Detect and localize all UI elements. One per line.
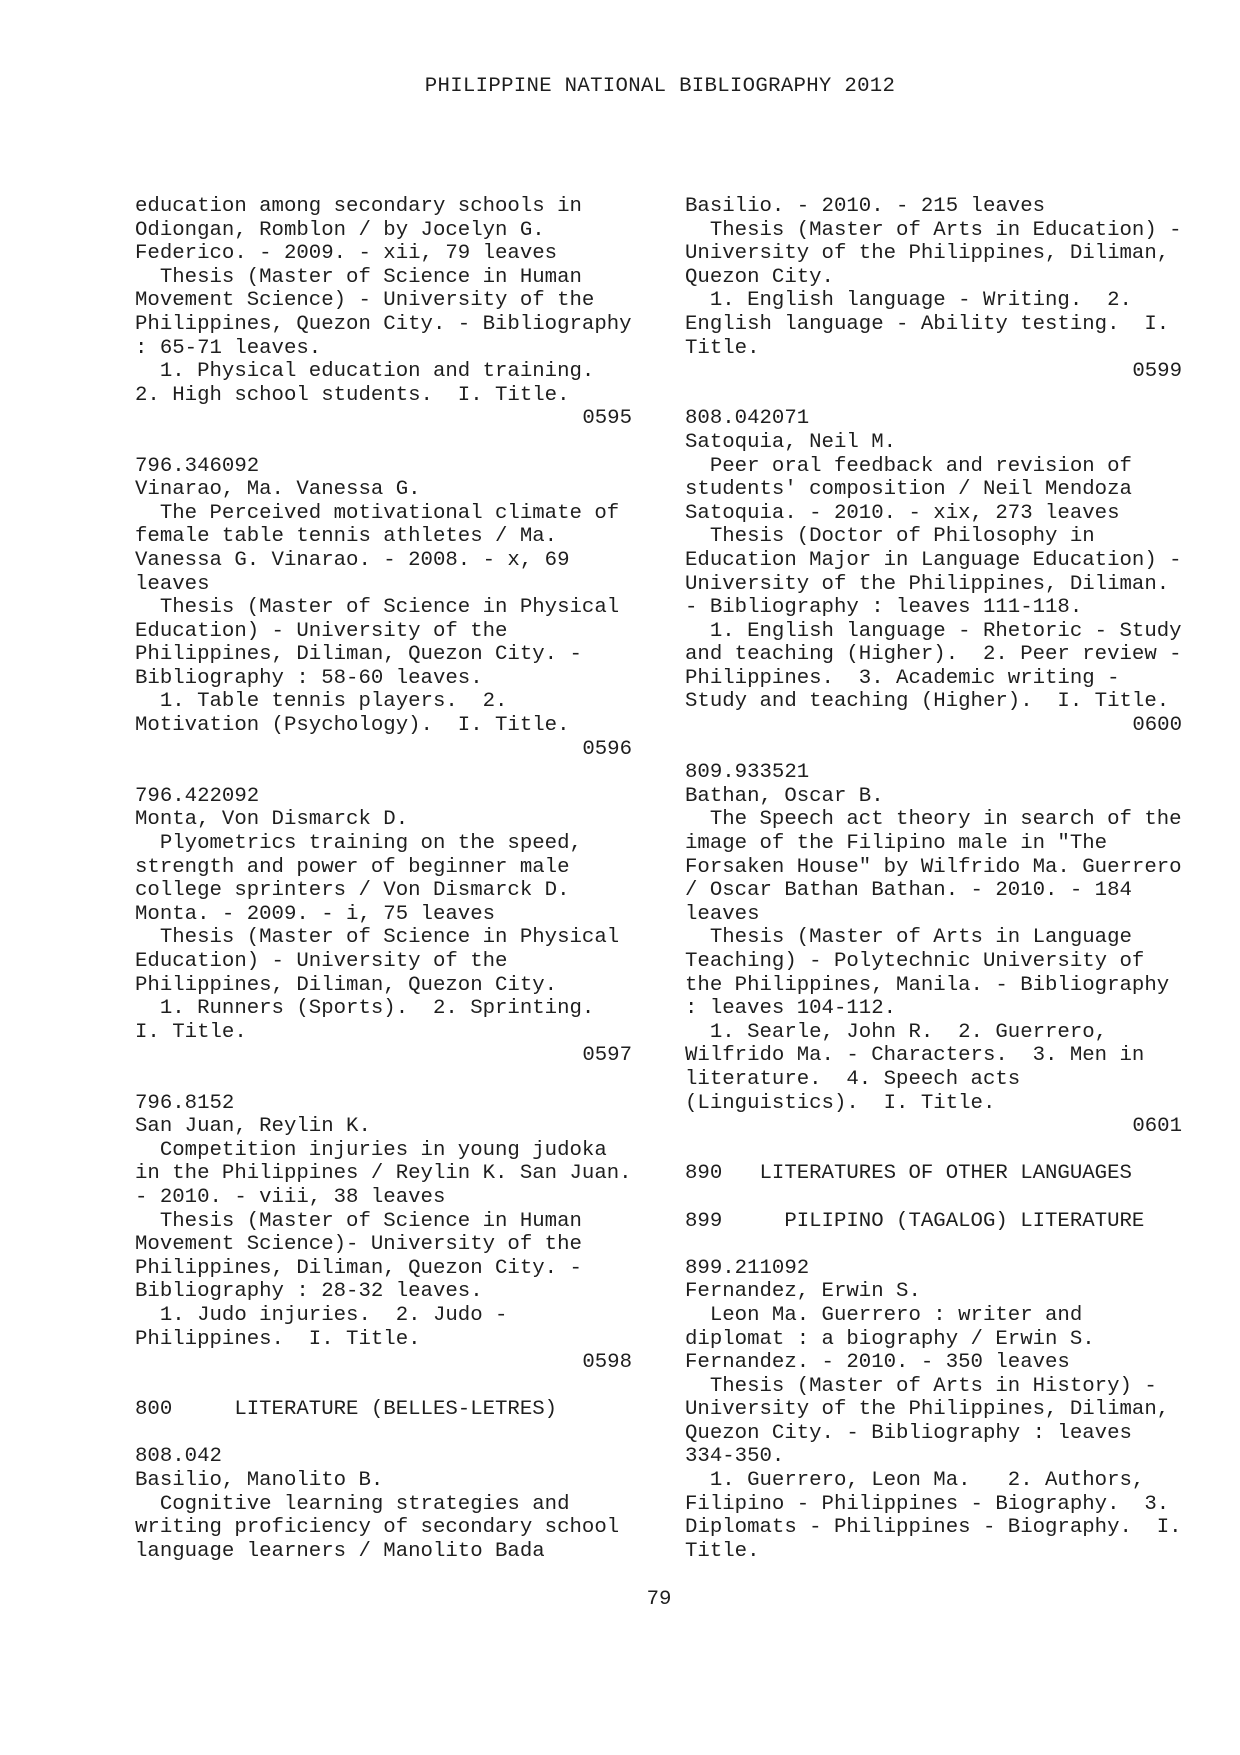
text-line: Movement Science)- University of the: [135, 1233, 582, 1257]
blank-line: [685, 738, 1182, 762]
text-line: Peer oral feedback and revision of: [685, 454, 1132, 478]
text-line: Odiongan, Romblon / by Jocelyn G.: [135, 218, 545, 242]
text-line: Leon Ma. Guerrero : writer and: [685, 1303, 1083, 1327]
text-line: leaves: [685, 902, 760, 926]
text-line: 899 PILIPINO (TAGALOG) LITERATURE: [685, 1209, 1145, 1233]
text-line: 809.933521: [685, 761, 810, 785]
record-number: 0599: [1132, 360, 1182, 384]
text-line: Education) - University of the: [135, 619, 508, 643]
text-line: Philippines, Diliman, Quezon City. -: [135, 1256, 582, 1280]
record-number: 0601: [1132, 1115, 1182, 1139]
text-line: Philippines, Quezon City. - Bibliography: [135, 312, 632, 336]
text-line: strength and power of beginner male: [135, 855, 570, 879]
text-line: Satoquia, Neil M.: [685, 430, 897, 454]
text-line: Motivation (Psychology). I. Title.: [135, 714, 570, 738]
record-number: 0596: [582, 737, 632, 761]
text-line: Title.: [685, 336, 760, 360]
text-line: Monta. - 2009. - i, 75 leaves: [135, 902, 496, 926]
text-line: 1. Runners (Sports). 2. Sprinting.: [135, 997, 595, 1021]
text-line: Fernandez. - 2010. - 350 leaves: [685, 1351, 1070, 1375]
text-line: University of the Philippines, Diliman,: [685, 1398, 1170, 1422]
text-line: Competition injuries in young judoka: [135, 1138, 607, 1162]
text-line: Philippines. 3. Academic writing -: [685, 666, 1120, 690]
text-line: Thesis (Master of Science in Physical: [135, 596, 620, 620]
text-line: the Philippines, Manila. - Bibliography: [685, 973, 1170, 997]
text-line: Thesis (Master of Arts in History) -: [685, 1374, 1157, 1398]
text-line: University of the Philippines, Diliman,: [685, 242, 1170, 266]
text-line: 899.211092: [685, 1256, 810, 1280]
text-line: Filipino - Philippines - Biography. 3.: [685, 1492, 1170, 1516]
text-line: Thesis (Master of Arts in Language: [685, 926, 1132, 950]
text-line: Thesis (Master of Science in Human: [135, 1209, 582, 1233]
text-line: Quezon City. - Bibliography : leaves: [685, 1421, 1132, 1445]
text-line: Diplomats - Philippines - Biography. I.: [685, 1516, 1182, 1540]
text-line: (Linguistics). I. Title.: [685, 1091, 996, 1115]
text-line: 808.042071: [685, 407, 810, 431]
text-line: 796.422092: [135, 784, 260, 808]
text-line: Bathan, Oscar B.: [685, 784, 884, 808]
text-line: Education Major in Language Education) -: [685, 548, 1182, 572]
blank-line: [685, 1233, 1182, 1257]
text-line: 890 LITERATURES OF OTHER LANGUAGES: [685, 1162, 1132, 1186]
text-line: Thesis (Master of Science in Physical: [135, 926, 620, 950]
blank-line: [135, 1375, 632, 1399]
record-number: 0597: [582, 1044, 632, 1068]
text-line: - 2010. - viii, 38 leaves: [135, 1185, 446, 1209]
text-line: Philippines. I. Title.: [135, 1327, 421, 1351]
text-line: Basilio. - 2010. - 215 leaves: [685, 195, 1046, 218]
text-line: female table tennis athletes / Ma.: [135, 525, 558, 549]
text-line: Satoquia. - 2010. - xix, 273 leaves: [685, 501, 1120, 525]
text-line: : leaves 104-112.: [685, 997, 897, 1021]
text-line: 808.042: [135, 1445, 222, 1469]
text-line: Fernandez, Erwin S.: [685, 1280, 921, 1304]
text-line: Plyometrics training on the speed,: [135, 832, 582, 856]
text-line: 1. Guerrero, Leon Ma. 2. Authors,: [685, 1469, 1145, 1493]
text-line: Thesis (Master of Science in Human: [135, 265, 582, 289]
text-line: 1. English language - Rhetoric - Study: [685, 619, 1182, 643]
text-line: Bibliography : 58-60 leaves.: [135, 666, 483, 690]
text-line: college sprinters / Von Dismarck D.: [135, 879, 570, 903]
text-line: San Juan, Reylin K.: [135, 1115, 371, 1139]
page-number: 79: [646, 1588, 672, 1611]
text-line: Cognitive learning strategies and: [135, 1492, 570, 1516]
blank-line: [685, 1186, 1182, 1210]
text-line: Education) - University of the: [135, 950, 508, 973]
text-line: 1. Physical education and training.: [135, 360, 595, 384]
record-number: 0595: [582, 407, 632, 431]
text-line: Wilfrido Ma. - Characters. 3. Men in: [685, 1044, 1145, 1068]
blank-line: [135, 1422, 632, 1446]
running-header: PHILIPPINE NATIONAL BIBLIOGRAPHY 2012: [424, 75, 896, 98]
text-line: Philippines, Diliman, Quezon City.: [135, 973, 558, 997]
text-line: : 65-71 leaves.: [135, 336, 322, 360]
text-line: language learners / Manolito Bada: [135, 1539, 545, 1563]
text-line: Bibliography : 28-32 leaves.: [135, 1280, 483, 1304]
text-line: 1. English language - Writing. 2.: [685, 289, 1132, 313]
record-number: 0600: [1132, 714, 1182, 738]
text-line: University of the Philippines, Diliman.: [685, 572, 1170, 596]
text-line: Movement Science) - University of the: [135, 289, 595, 313]
text-line: Federico. - 2009. - xii, 79 leaves: [135, 242, 558, 266]
text-line: education among secondary schools in: [135, 195, 582, 218]
text-line: / Oscar Bathan Bathan. - 2010. - 184: [685, 879, 1132, 903]
text-line: Thesis (Doctor of Philosophy in: [685, 525, 1095, 549]
blank-line: [135, 761, 632, 785]
record-number: 0598: [582, 1351, 632, 1375]
text-line: 800 LITERATURE (BELLES-LETRES): [135, 1398, 558, 1422]
text-line: English language - Ability testing. I.: [685, 312, 1170, 336]
blank-line: [135, 1068, 632, 1092]
text-line: Philippines, Diliman, Quezon City. -: [135, 643, 582, 667]
text-line: I. Title.: [135, 1020, 247, 1044]
right-column: [685, 195, 1182, 1563]
text-line: - Bibliography : leaves 111-118.: [685, 596, 1083, 620]
text-line: and teaching (Higher). 2. Peer review -: [685, 643, 1182, 667]
text-line: Forsaken House" by Wilfrido Ma. Guerrero: [685, 855, 1182, 879]
text-line: diplomat : a biography / Erwin S.: [685, 1327, 1095, 1351]
blank-line: [135, 431, 632, 455]
blank-line: [685, 384, 1182, 408]
text-line: Monta, Von Dismarck D.: [135, 808, 409, 832]
text-line: 1. Table tennis players. 2.: [135, 690, 508, 714]
blank-line: [685, 1139, 1182, 1163]
text-line: students' composition / Neil Mendoza: [685, 478, 1132, 502]
text-line: The Speech act theory in search of the: [685, 808, 1182, 832]
text-line: Title.: [685, 1539, 760, 1563]
text-line: Quezon City.: [685, 265, 834, 289]
text-line: 796.346092: [135, 454, 260, 478]
text-line: The Perceived motivational climate of: [135, 501, 620, 525]
text-line: literature. 4. Speech acts: [685, 1067, 1021, 1091]
left-column: [135, 195, 632, 1563]
text-line: 1. Judo injuries. 2. Judo -: [135, 1303, 508, 1327]
text-line: leaves: [135, 572, 210, 596]
text-line: 2. High school students. I. Title.: [135, 383, 570, 407]
text-line: Thesis (Master of Arts in Education) -: [685, 218, 1182, 242]
text-line: 796.8152: [135, 1091, 235, 1115]
text-line: Vanessa G. Vinarao. - 2008. - x, 69: [135, 548, 570, 572]
text-line: writing proficiency of secondary school: [135, 1516, 620, 1540]
text-line: 334-350.: [685, 1445, 785, 1469]
text-line: image of the Filipino male in "The: [685, 832, 1108, 856]
text-line: Study and teaching (Higher). I. Title.: [685, 690, 1170, 714]
text-line: Teaching) - Polytechnic University of: [685, 950, 1145, 973]
text-line: Vinarao, Ma. Vanessa G.: [135, 478, 421, 502]
text-line: Basilio, Manolito B.: [135, 1469, 384, 1493]
text-line: 1. Searle, John R. 2. Guerrero,: [685, 1020, 1108, 1044]
text-line: in the Philippines / Reylin K. San Juan.: [135, 1162, 632, 1186]
